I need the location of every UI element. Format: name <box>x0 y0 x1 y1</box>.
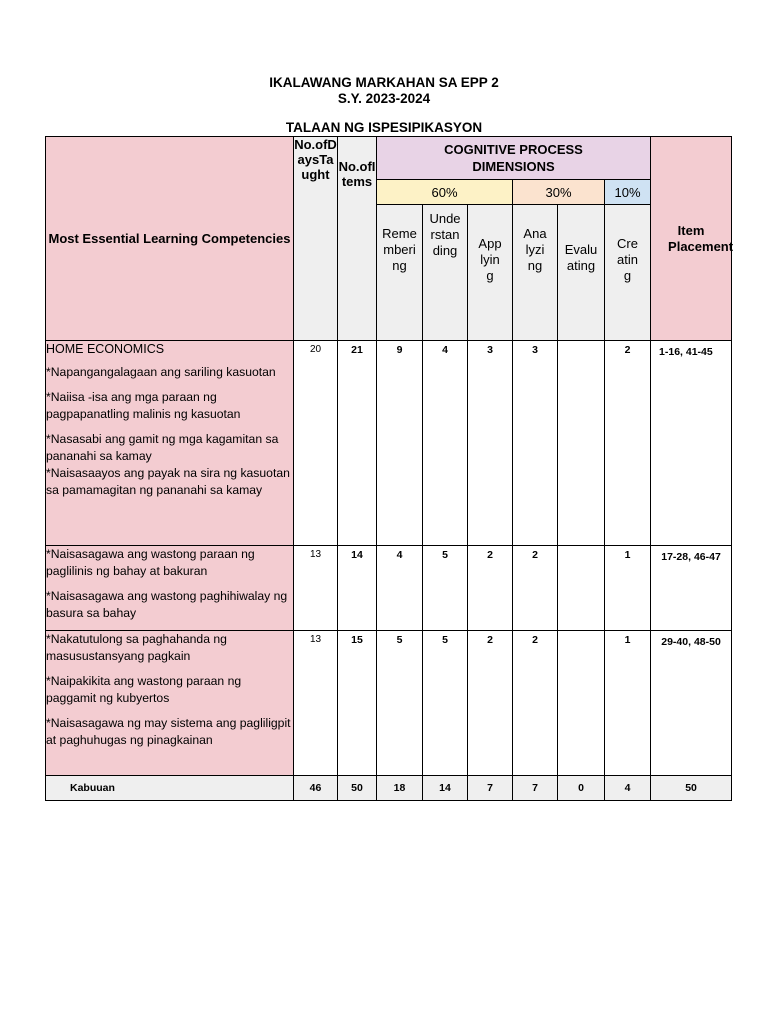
total-applying: 7 <box>468 776 513 801</box>
applying-cell: 2 <box>468 631 513 776</box>
percent-60: 60% <box>377 180 513 205</box>
cognitive-process-title: COGNITIVE PROCESS DIMENSIONS <box>444 142 583 174</box>
applying-cell: 2 <box>468 546 513 631</box>
table-row <box>46 631 732 776</box>
items-cell: 21 <box>338 341 377 546</box>
total-evaluating: 0 <box>558 776 605 801</box>
competency-item: *Naisasaayos ang payak na sira ng kasuotan sa pamamagitan ng pananahi sa kamay <box>46 466 290 497</box>
total-remembering: 18 <box>377 776 423 801</box>
item-placement-cell: 17-28, 46-47 <box>651 546 732 631</box>
competency-item: *Naipakikita ang wastong paraan ng paggamit ng kubyertos <box>46 674 242 705</box>
table-of-specification <box>45 136 732 801</box>
creating-cell: 1 <box>605 631 651 776</box>
applying-header: Applying <box>468 205 513 341</box>
total-items: 50 <box>338 776 377 801</box>
competency-cell <box>46 341 294 546</box>
table-row <box>46 341 732 546</box>
evaluating-cell <box>558 341 605 546</box>
total-creating: 4 <box>605 776 651 801</box>
table-title: TALAAN NG ISPESIPIKASYON <box>285 120 483 135</box>
analyzing-cell: 3 <box>513 341 558 546</box>
total-row <box>46 776 732 801</box>
evaluating-cell <box>558 631 605 776</box>
days-cell: 13 <box>294 546 338 631</box>
items-cell: 15 <box>338 631 377 776</box>
creating-cell: 2 <box>605 341 651 546</box>
remembering-cell: 9 <box>377 341 423 546</box>
remembering-cell: 4 <box>377 546 423 631</box>
evaluating-header: Evaluating <box>558 205 605 341</box>
competency-item: *Napangangalagaan ang sariling kasuotan <box>46 365 276 379</box>
competency-item: *Naisasagawa ang wastong paraan ng paglilinis ng bahay at bakuran <box>46 547 255 578</box>
analyzing-cell: 2 <box>513 631 558 776</box>
item-placement-cell: 1-16, 41-45 <box>651 341 732 546</box>
item-placement-header <box>651 137 732 341</box>
analyzing-header: Analyzing <box>513 205 558 341</box>
cognitive-process-header <box>377 137 651 180</box>
percent-30: 30% <box>513 180 605 205</box>
table-row <box>46 546 732 631</box>
total-label: Kabuuan <box>46 776 294 801</box>
understanding-header: Understanding <box>423 205 468 341</box>
total-understanding: 14 <box>423 776 468 801</box>
section-label: HOME ECONOMICS <box>46 342 165 356</box>
remembering-cell: 5 <box>377 631 423 776</box>
understanding-cell: 4 <box>423 341 468 546</box>
days-cell: 20 <box>294 341 338 546</box>
creating-header: Creating <box>605 205 651 341</box>
competency-item: *Nakatutulong sa paghahanda ng masusustansyang pagkain <box>46 632 227 663</box>
competency-item: *Naiisa -isa ang mga paraan ng pagpapanatling malinis ng kasuotan <box>46 390 241 421</box>
document-title: IKALAWANG MARKAHAN SA EPP 2 <box>269 75 499 90</box>
items-cell: 14 <box>338 546 377 631</box>
competency-cell <box>46 546 294 631</box>
item-placement-cell: 29-40, 48-50 <box>651 631 732 776</box>
school-year: S.Y. 2023-2024 <box>337 91 431 106</box>
competency-cell <box>46 631 294 776</box>
understanding-cell: 5 <box>423 631 468 776</box>
total-analyzing: 7 <box>513 776 558 801</box>
items-header: No.ofItems <box>338 137 377 341</box>
competency-item: *Naisasagawa ng may sistema ang pagliligpit at paghuhugas ng pinagkainan <box>46 716 291 747</box>
remembering-header: Remembering <box>377 205 423 341</box>
total-placement: 50 <box>651 776 732 801</box>
creating-cell: 1 <box>605 546 651 631</box>
competency-item: *Nasasabi ang gamit ng mga kagamitan sa pananahi sa kamay <box>46 432 279 463</box>
applying-cell: 3 <box>468 341 513 546</box>
understanding-cell: 5 <box>423 546 468 631</box>
total-days: 46 <box>294 776 338 801</box>
melc-header: Most Essential Learning Competencies <box>46 137 294 341</box>
days-cell: 13 <box>294 631 338 776</box>
days-taught-header: No.ofDaysTaught <box>294 137 338 341</box>
competency-item: *Naisasagawa ang wastong paghihiwalay ng basura sa bahay <box>46 589 288 620</box>
item-placement-title: Item Placement <box>668 222 734 254</box>
percent-10: 10% <box>605 180 651 205</box>
analyzing-cell: 2 <box>513 546 558 631</box>
evaluating-cell <box>558 546 605 631</box>
